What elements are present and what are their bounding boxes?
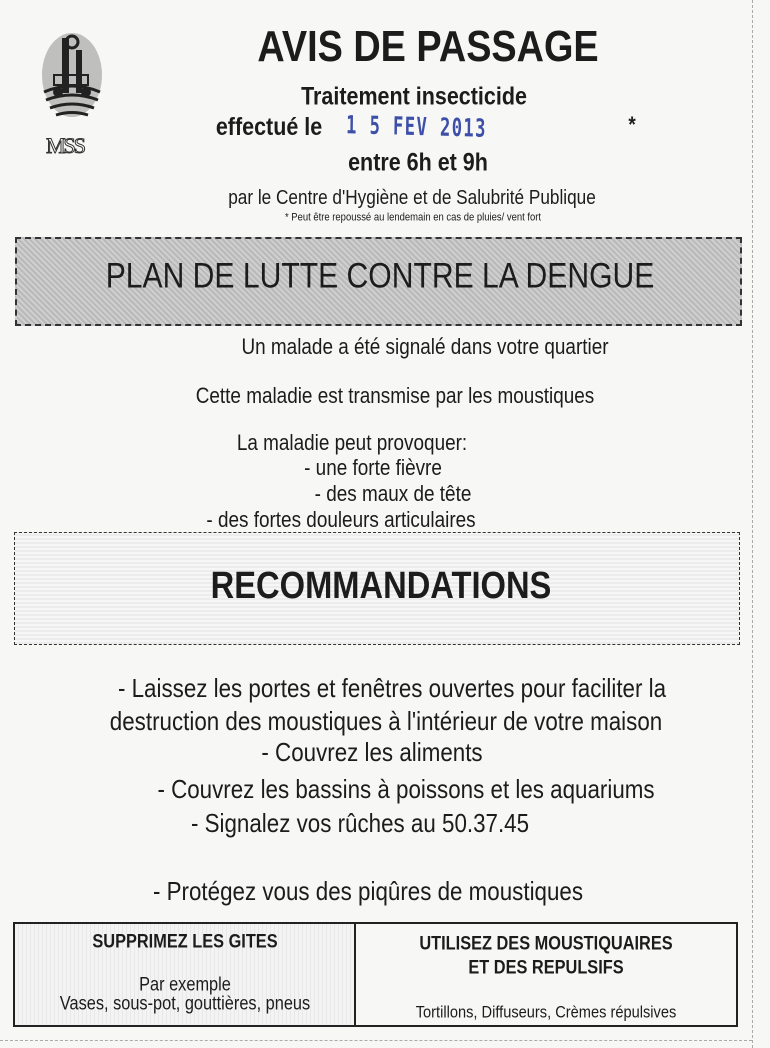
scan-edge-horizontal <box>0 1040 752 1041</box>
symptom-item: - une forte fièvre <box>304 455 442 480</box>
recommendation-item: - Signalez vos rûches au 50.37.45 <box>190 808 530 838</box>
date-prefix: effectué le <box>215 113 323 141</box>
time-range: entre 6h et 9h <box>348 148 488 177</box>
logo-text: MSS <box>46 133 85 158</box>
cell-title: UTILISEZ DES MOUSTIQUAIRES <box>419 933 673 955</box>
table-cell-remove-breeding-sites <box>15 924 356 1025</box>
subtitle: Traitement insecticide <box>301 82 527 111</box>
advice-table <box>13 922 738 1027</box>
mss-logo <box>40 30 110 170</box>
page-title: AVIS DE PASSAGE <box>257 22 599 71</box>
cell-subtitle: Par exemple <box>138 974 231 996</box>
date-line <box>215 110 504 143</box>
weather-note: * Peut être repoussé au lendemain en cas de pluies/ vent fort <box>284 211 542 224</box>
info-line-1: Un malade a été signalé dans votre quartier <box>241 334 609 359</box>
recommendation-item: destruction des moustiques à l'intérieur de votre maison <box>109 706 663 736</box>
recommendation-item: - Laissez les portes et fenêtres ouvertes pour faciliter la <box>117 673 667 703</box>
recommendations-heading: RECOMMANDATIONS <box>210 565 552 607</box>
symptom-item: - des fortes douleurs articulaires <box>206 507 476 532</box>
cell-examples: Vases, sous-pot, gouttières, pneus <box>59 993 310 1015</box>
symptoms-intro: La maladie peut provoquer: <box>236 430 468 455</box>
info-line-2: Cette maladie est transmise par les moustiques <box>195 383 595 408</box>
banner-text: PLAN DE LUTTE CONTRE LA DENGUE <box>105 256 655 296</box>
date-stamp: 1 5 FEV 2013 <box>345 110 487 143</box>
protect-line: - Protégez vous des piqûres de moustiques <box>152 876 584 906</box>
symptom-item: - des maux de tête <box>314 481 472 506</box>
recommendation-item: - Couvrez les aliments <box>261 737 483 767</box>
cell-title-2: ET DES REPULSIFS <box>468 957 624 979</box>
table-cell-nets-repellents <box>356 924 736 1025</box>
by-line: par le Centre d'Hygiène et de Salubrité Publique <box>228 187 596 209</box>
cell-examples: Tortillons, Diffuseurs, Crèmes répulsives <box>415 1002 677 1022</box>
cell-title: SUPPRIMEZ LES GITES <box>91 931 278 953</box>
scan-edge-vertical <box>752 0 753 1048</box>
recommendation-item: - Couvrez les bassins à poissons et les aquariums <box>157 774 655 804</box>
asterisk: * <box>628 112 636 137</box>
